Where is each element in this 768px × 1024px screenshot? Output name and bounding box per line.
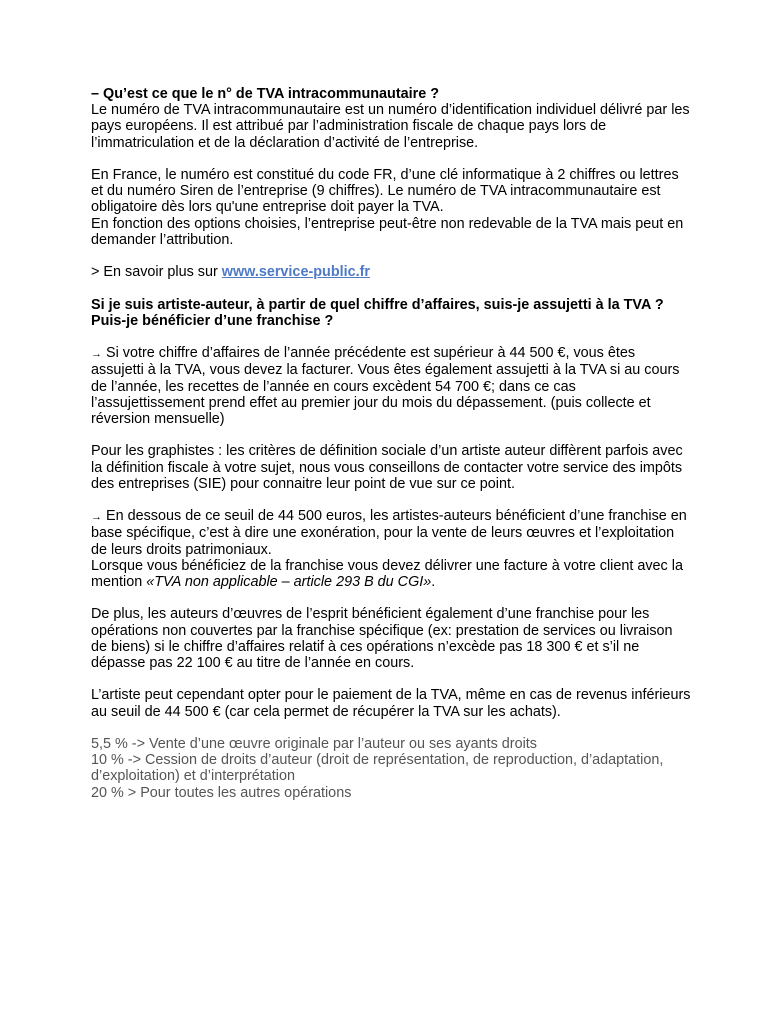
paragraph-threshold-below-text: En dessous de ce seuil de 44 500 euros, les artistes-auteurs bénéficient d’une franchise en base spécifique, c’est à dire une exonération, pour la vente de leurs œuvres et l’exploitation de leurs droits patrimoniaux. — [91, 508, 687, 558]
vat-rates-list — [91, 736, 691, 801]
paragraph-spacer — [91, 671, 691, 687]
paragraph-spacer — [91, 720, 691, 736]
right-arrow-icon: → — [91, 511, 102, 524]
paragraph-tva-france: En France, le numéro est constitué du code FR, d’une clé informatique à 2 chiffres ou lettres et du numéro Siren de l’entreprise (9 chiffres). Le numéro de TVA intracommunautaire est obligatoire dès lors qu'une entreprise doit payer la TVA. — [91, 167, 679, 216]
paragraph-graphic-designers: Pour les graphistes : les critères de définition sociale d’un artiste auteur diffèrent parfois avec la définition fiscale à votre sujet, nous vous conseillons de contacter votre service des impôts des entreprises (SIE) pour connaitre leur point de vue sur ce point. — [91, 443, 683, 492]
paragraph-threshold-above — [91, 345, 691, 427]
section-heading-tva-number: – Qu’est ce que le n° de TVA intracommunautaire ? — [91, 86, 440, 102]
right-arrow-icon: → — [91, 348, 102, 361]
paragraph-opt-in: L’artiste peut cependant opter pour le paiement de la TVA, même en cas de revenus inférieurs au seuil de 44 500 € (car cela permet de récupérer la TVA sur les achats). — [91, 687, 691, 720]
vat-rate-item: 20 % > Pour toutes les autres opérations — [91, 784, 352, 801]
section-heading-artist-franchise: Si je suis artiste-auteur, à partir de quel chiffre d’affaires, suis-je assujetti à la TVA ? Puis-je bénéficier d’une franchise ? — [91, 296, 664, 329]
paragraph-additional-franchise: De plus, les auteurs d’œuvres de l’esprit bénéficient également d’une franchise pour les opérations non couvertes par la franchise spécifique (ex: prestation de services ou livraison de biens) si le chiffre d’affaires relatif à ces opérations n’excède pas 18 300 € et s’il ne dépasse pas 22 100 € au titre de l’année en cours. — [91, 606, 673, 671]
paragraph-spacer — [91, 329, 691, 345]
paragraph-spacer — [91, 427, 691, 443]
paragraph-invoice-mention — [91, 558, 691, 590]
paragraph-spacer — [91, 492, 691, 508]
service-public-link[interactable]: www.service-public.fr — [221, 264, 370, 281]
paragraph-threshold-below — [91, 508, 691, 558]
paragraph-spacer — [91, 590, 691, 606]
document-page — [91, 86, 691, 801]
paragraph-tva-definition: Le numéro de TVA intracommunautaire est un numéro d’identification individuel délivré par les pays européens. Il est attribué par l’administration fiscale de chaque pays lors de l’immatriculation et de la déclaration d’activité de l’entreprise. — [91, 102, 690, 151]
paragraph-spacer — [91, 248, 691, 264]
paragraph-threshold-above-text: Si votre chiffre d’affaires de l’année précédente est supérieur à 44 500 €, vous êtes assujetti à la TVA, vous devez la facturer. Vous êtes également assujetti à la TVA si au cours de l’année, les recettes de l’année en cours excèdent 54 700 €; dans ce cas l’assujettissement prend effet au premier jour du mois du dépassement. (puis collecte et réversion mensuelle) — [91, 345, 680, 427]
vat-rate-item: 5,5 % -> Vente d’une œuvre originale par l’auteur ou ses ayants droits — [91, 735, 537, 752]
paragraph-spacer — [91, 151, 691, 167]
invoice-mention-suffix: . — [431, 574, 436, 590]
more-info-line — [91, 264, 691, 280]
vat-rate-item: 10 % -> Cession de droits d’auteur (droit de représentation, de reproduction, d’adaptation, d’exploitation) et d’interprétation — [91, 752, 664, 785]
paragraph-spacer — [91, 280, 691, 296]
paragraph-tva-options: En fonction des options choisies, l’entreprise peut-être non redevable de la TVA mais peut en demander l’attribution. — [91, 215, 684, 248]
more-info-prefix: > En savoir plus sur — [91, 264, 222, 281]
invoice-mention-prefix: Lorsque vous bénéficiez de la franchise vous devez délivrer une facture à votre client avec la mention — [91, 557, 683, 590]
invoice-mention-quote: «TVA non applicable – article 293 B du CGI» — [146, 574, 432, 590]
